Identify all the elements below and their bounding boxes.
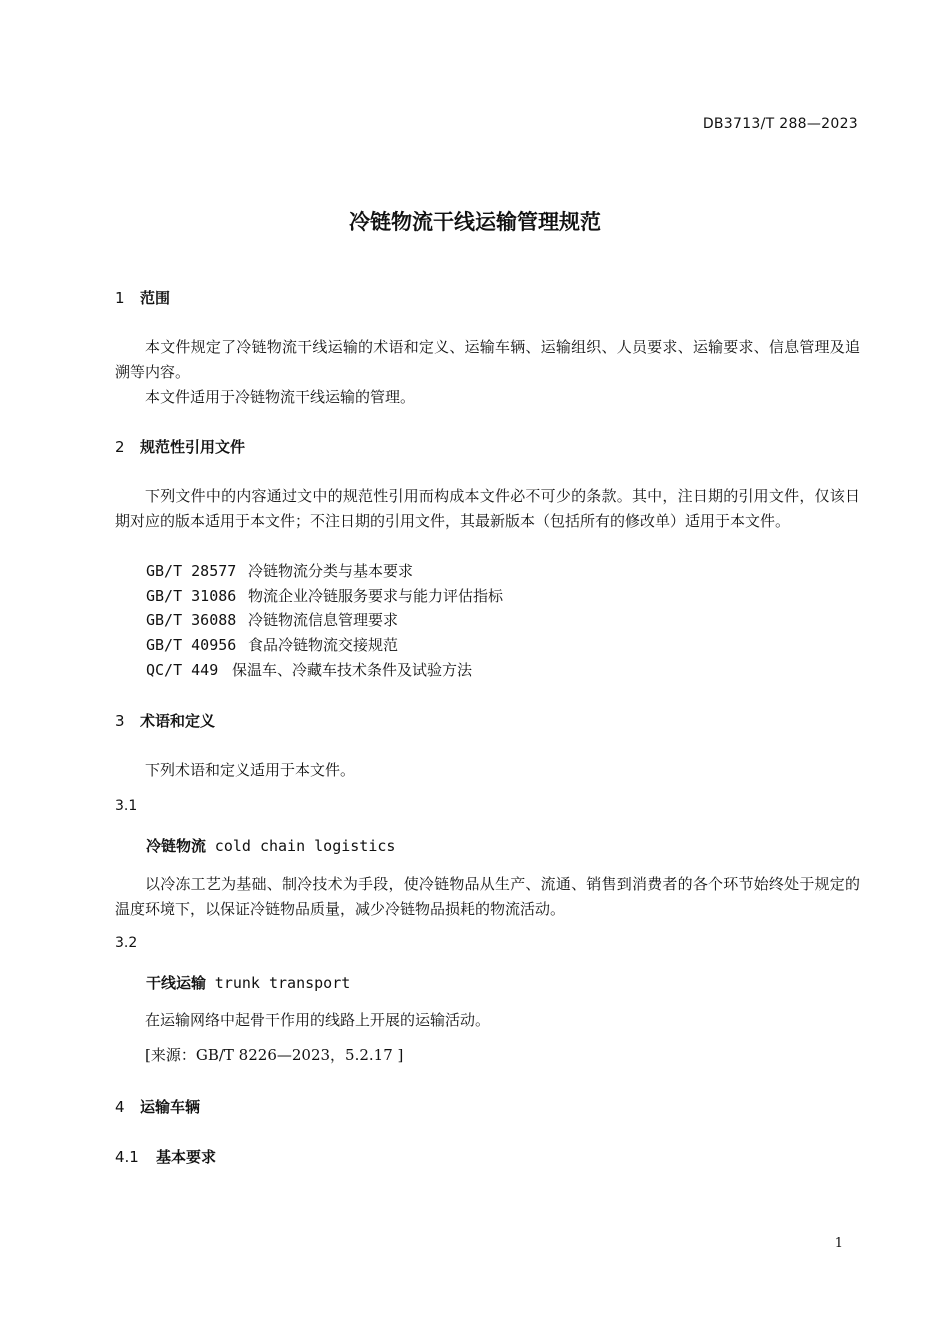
term-chinese: 冷链物流 bbox=[146, 837, 207, 855]
standard-code: DB3713/T 288—2023 bbox=[702, 116, 858, 132]
section-number: 4 bbox=[115, 1098, 125, 1116]
reference-item bbox=[146, 584, 503, 609]
section-title: 运输车辆 bbox=[140, 1098, 201, 1116]
page-number: 1 bbox=[834, 1236, 843, 1251]
subsection-title: 基本要求 bbox=[156, 1148, 217, 1166]
term-heading bbox=[146, 972, 350, 993]
section-4-heading bbox=[115, 1096, 200, 1117]
term-number: 3.1 bbox=[115, 798, 138, 814]
reference-code: GB/T 31086 bbox=[146, 587, 237, 605]
section-3-heading bbox=[115, 710, 215, 731]
reference-code: GB/T 40956 bbox=[146, 636, 237, 654]
reference-name: 物流企业冷链服务要求与能力评估指标 bbox=[248, 587, 504, 605]
scope-paragraph-2: 本文件适用于冷链物流干线运输的管理。 bbox=[145, 388, 416, 406]
reference-code: GB/T 36088 bbox=[146, 611, 237, 629]
reference-name: 保温车、冷藏车技术条件及试验方法 bbox=[232, 661, 473, 679]
section-title: 规范性引用文件 bbox=[140, 438, 246, 456]
term-definition: 在运输网络中起骨干作用的线路上开展的运输活动。 bbox=[145, 1011, 491, 1029]
reference-item bbox=[146, 633, 398, 658]
reference-item bbox=[146, 658, 472, 683]
reference-code: QC/T 449 bbox=[146, 661, 219, 679]
section-title: 范围 bbox=[140, 289, 171, 307]
section-number: 3 bbox=[115, 712, 125, 730]
scope-paragraph-1: 本文件规定了冷链物流干线运输的术语和定义、运输车辆、运输组织、人员要求、运输要求、信息管理及追溯等内容。 bbox=[115, 338, 860, 381]
term-heading bbox=[146, 835, 395, 856]
reference-name: 食品冷链物流交接规范 bbox=[248, 636, 399, 654]
reference-item bbox=[146, 559, 413, 584]
term-number: 3.2 bbox=[115, 935, 138, 951]
section-number: 2 bbox=[115, 438, 125, 456]
subsection-4-1-heading bbox=[115, 1146, 216, 1167]
term-definition: 以冷冻工艺为基础、制冷技术为手段，使冷链物品从生产、流通、销售到消费者的各个环节始终处于规定的温度环境下，以保证冷链物品质量，减少冷链物品损耗的物流活动。 bbox=[115, 875, 860, 918]
term-english: cold chain logistics bbox=[214, 837, 396, 855]
term-english: trunk transport bbox=[214, 974, 351, 992]
reference-item bbox=[146, 608, 398, 633]
document-title: 冷链物流干线运输管理规范 bbox=[349, 210, 601, 234]
section-1-heading bbox=[115, 287, 170, 308]
section-2-heading bbox=[115, 436, 245, 457]
section-title: 术语和定义 bbox=[140, 712, 216, 730]
section-number: 1 bbox=[115, 289, 125, 307]
reference-code: GB/T 28577 bbox=[146, 562, 237, 580]
reference-name: 冷链物流分类与基本要求 bbox=[248, 562, 414, 580]
references-intro: 下列文件中的内容通过文中的规范性引用而构成本文件必不可少的条款。其中，注日期的引用文件，仅该日期对应的版本适用于本文件；不注日期的引用文件，其最新版本（包括所有的修改单）适用于本文件。 bbox=[115, 487, 860, 530]
subsection-number: 4.1 bbox=[115, 1148, 139, 1166]
reference-name: 冷链物流信息管理要求 bbox=[248, 611, 399, 629]
term-source: [来源：GB/T 8226—2023，5.2.17 ] bbox=[145, 1046, 404, 1064]
terms-intro: 下列术语和定义适用于本文件。 bbox=[145, 761, 356, 779]
term-chinese: 干线运输 bbox=[146, 974, 207, 992]
